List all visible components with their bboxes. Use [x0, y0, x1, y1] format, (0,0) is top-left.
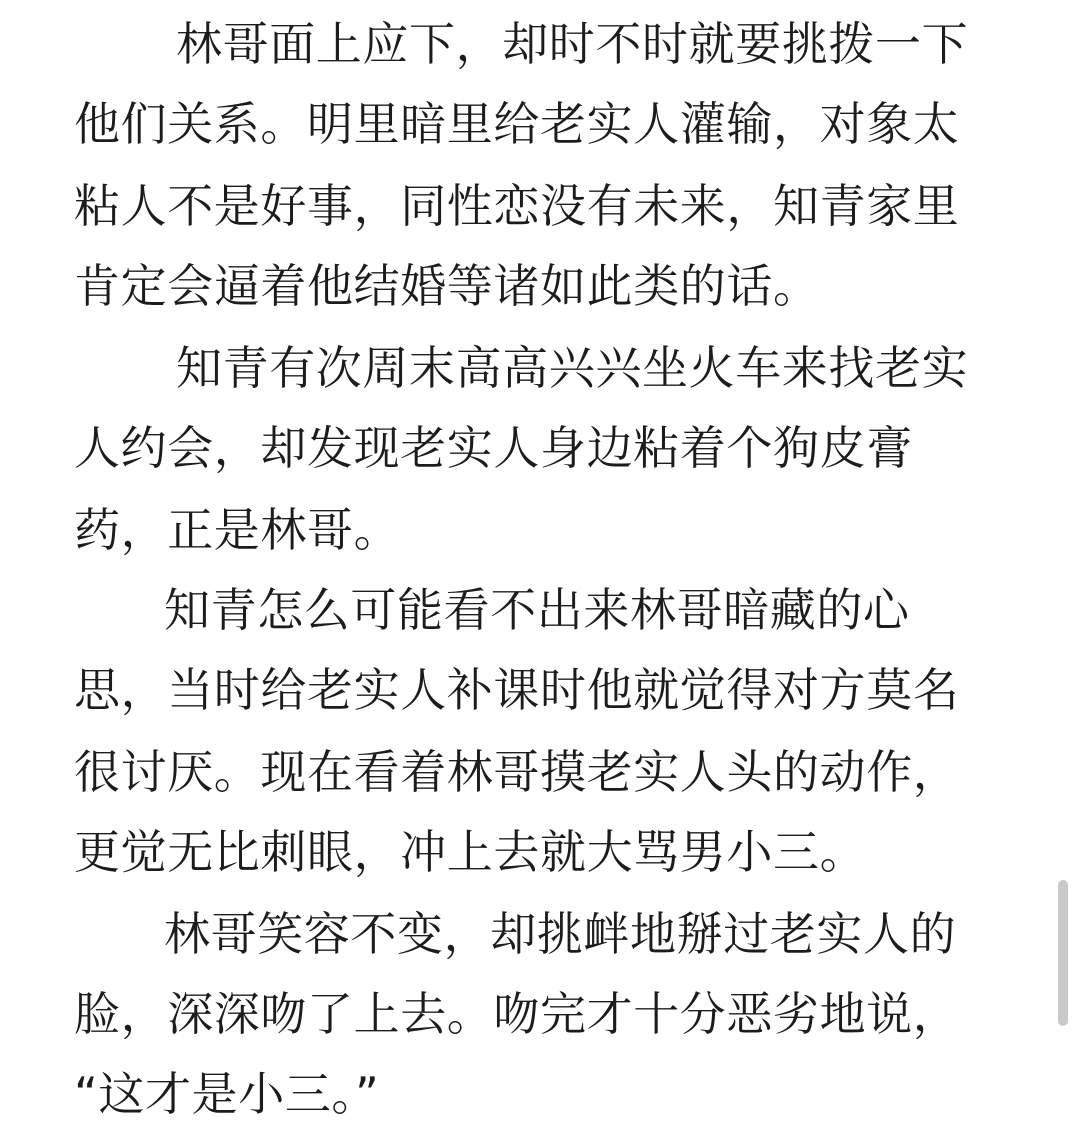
text-line: 思，当时给老实人补课时他就觉得对方莫名 — [74, 663, 960, 717]
scrollbar-thumb[interactable] — [1058, 880, 1068, 1026]
text-line: 人约会，却发现老实人身边粘着个狗皮膏 — [74, 421, 913, 475]
text-line: 知青有次周末高高兴兴坐火车来找老实 — [176, 341, 969, 395]
text-line: 林哥面上应下，却时不时就要挑拨一下 — [176, 17, 969, 71]
text-line: 林哥笑容不变，却挑衅地掰过老实人的 — [164, 907, 957, 961]
text-line: 肯定会逼着他结婚等诸如此类的话。 — [74, 259, 820, 313]
text-line: “这才是小三。” — [74, 1067, 380, 1121]
text-line: 药，正是林哥。 — [74, 503, 401, 557]
text-line: 粘人不是好事，同性恋没有未来，知青家里 — [74, 179, 960, 233]
text-line: 很讨厌。现在看着林哥摸老实人头的动作， — [74, 745, 960, 799]
text-line: 脸，深深吻了上去。吻完才十分恶劣地说， — [74, 987, 960, 1041]
text-line: 他们关系。明里暗里给老实人灌输，对象太 — [74, 97, 960, 151]
text-line: 知青怎么可能看不出来林哥暗藏的心 — [164, 583, 910, 637]
text-line: 更觉无比刺眼，冲上去就大骂男小三。 — [74, 825, 867, 879]
